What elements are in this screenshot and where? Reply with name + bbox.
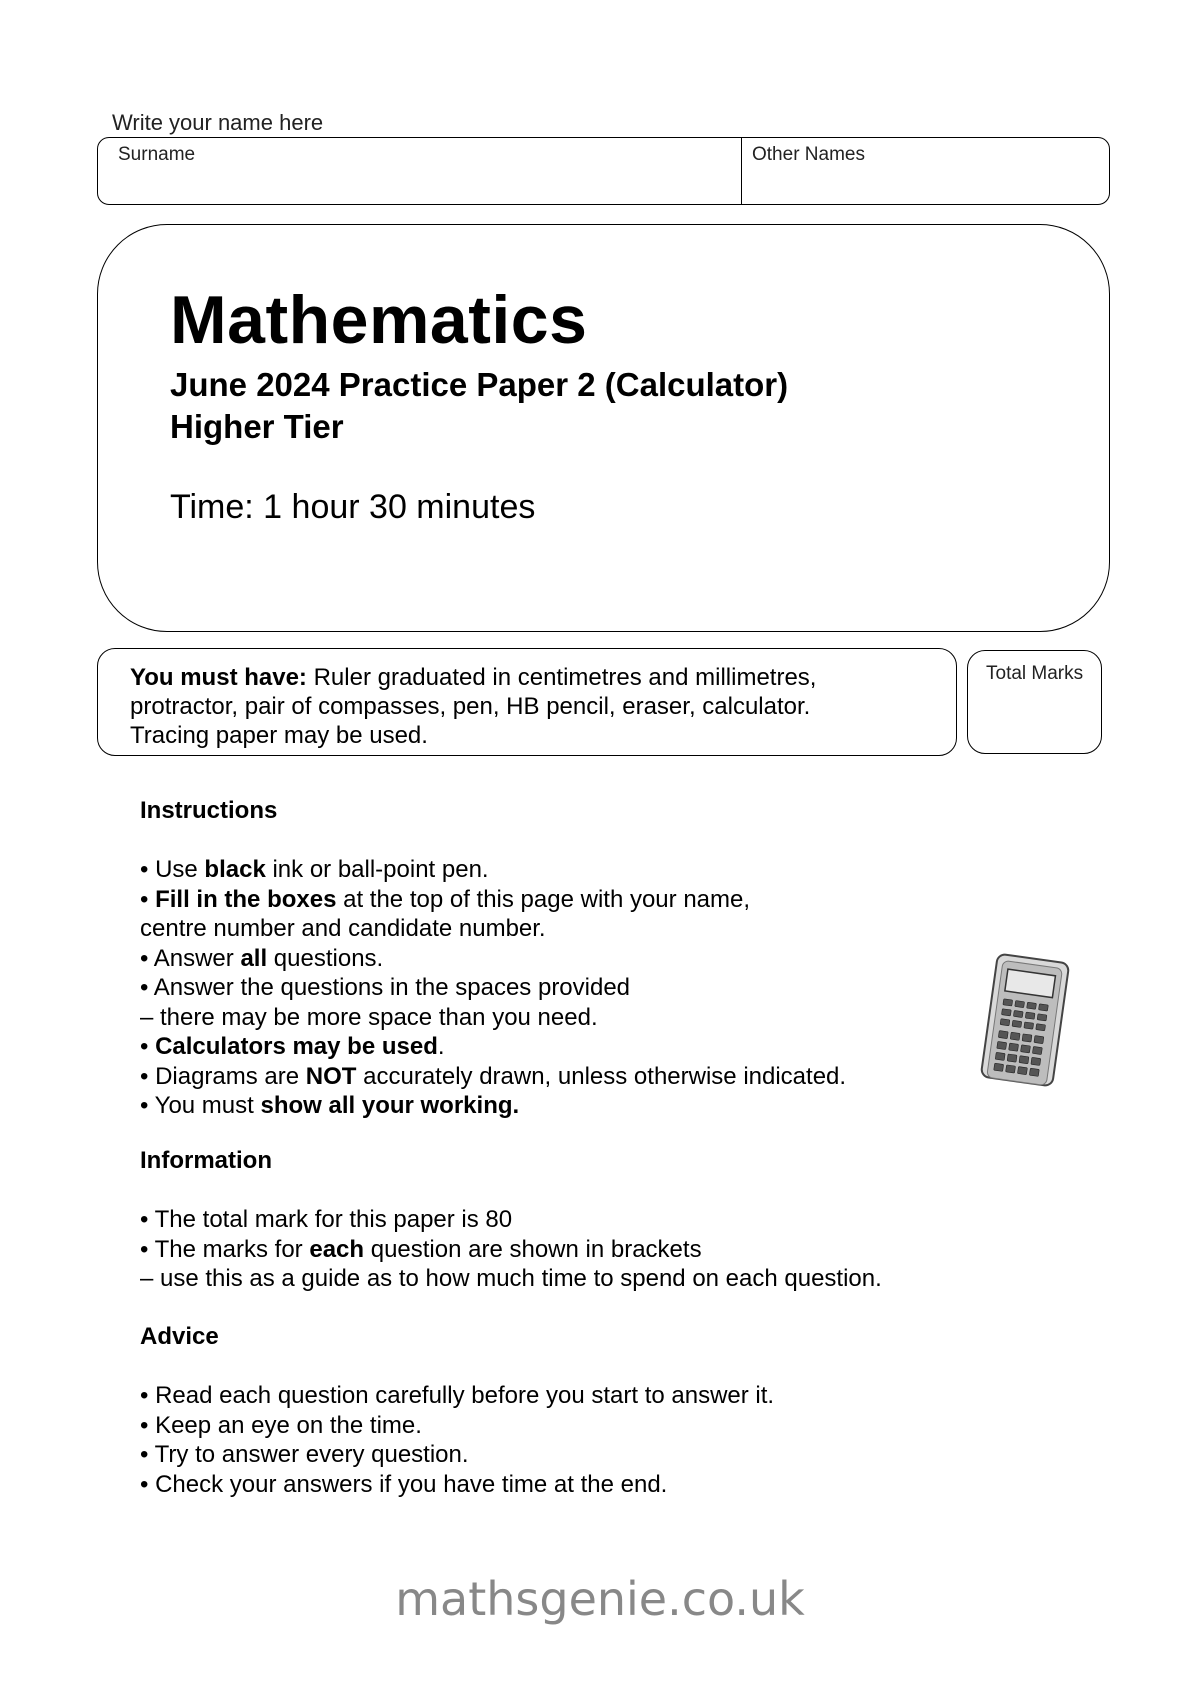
advice-heading: Advice bbox=[140, 1323, 219, 1350]
instruction-item: • You must show all your working. bbox=[140, 1092, 520, 1119]
name-box bbox=[97, 137, 1110, 205]
requirements-line: Ruler graduated in centimetres and millimetres, bbox=[306, 664, 817, 691]
instruction-item: • Answer all questions. bbox=[140, 944, 384, 972]
paper-name: June 2024 Practice Paper 2 (Calculator) bbox=[170, 366, 789, 403]
name-prompt: Write your name here bbox=[112, 110, 324, 135]
advice-item: • Check your answers if you have time at the end. bbox=[140, 1470, 668, 1498]
total-marks-label: Total Marks bbox=[986, 663, 1084, 684]
instruction-item: • Calculators may be used. bbox=[140, 1033, 445, 1060]
advice-item: • Try to answer every question. bbox=[140, 1441, 469, 1468]
requirements-lead: You must have: bbox=[130, 664, 307, 691]
information-section bbox=[140, 1146, 882, 1294]
instruction-item: • Answer the questions in the spaces provided bbox=[140, 974, 631, 1001]
name-divider bbox=[741, 138, 742, 204]
instructions-heading: Instructions bbox=[140, 797, 278, 824]
instruction-item: • Fill in the boxes at the top of this page with your name, bbox=[140, 885, 751, 913]
other-names-field[interactable]: Other Names bbox=[752, 144, 865, 165]
total-marks-box[interactable] bbox=[967, 650, 1102, 754]
instructions-section bbox=[140, 796, 846, 1121]
information-heading: Information bbox=[140, 1147, 272, 1174]
paper-subtitle bbox=[170, 364, 788, 448]
information-item: – use this as a guide as to how much time to spend on each question. bbox=[140, 1265, 882, 1292]
information-item: • The total mark for this paper is 80 bbox=[140, 1206, 513, 1233]
advice-item: • Read each question carefully before you start to answer it. bbox=[140, 1382, 775, 1409]
surname-field[interactable]: Surname bbox=[118, 144, 196, 165]
requirements-box bbox=[97, 648, 957, 756]
advice-section bbox=[140, 1322, 774, 1499]
tier-label: Higher Tier bbox=[170, 408, 344, 445]
calculator-icon bbox=[975, 950, 1075, 1095]
instruction-item: centre number and candidate number. bbox=[140, 915, 546, 942]
instruction-item: • Diagrams are NOT accurately drawn, unless otherwise indicated. bbox=[140, 1062, 847, 1090]
advice-item: • Keep an eye on the time. bbox=[140, 1411, 422, 1439]
time-allowed: Time: 1 hour 30 minutes bbox=[170, 488, 536, 526]
requirements-line: protractor, pair of compasses, pen, HB pencil, eraser, calculator. bbox=[130, 693, 811, 720]
information-item: • The marks for each question are shown in brackets bbox=[140, 1235, 702, 1263]
instruction-item: – there may be more space than you need. bbox=[140, 1003, 598, 1031]
subject-title: Mathematics bbox=[170, 282, 588, 358]
requirements-line: Tracing paper may be used. bbox=[130, 722, 428, 749]
instruction-item: • Use black ink or ball-point pen. bbox=[140, 856, 489, 883]
footer-website[interactable]: mathsgenie.co.uk bbox=[395, 1572, 805, 1626]
requirements-text bbox=[130, 663, 940, 750]
